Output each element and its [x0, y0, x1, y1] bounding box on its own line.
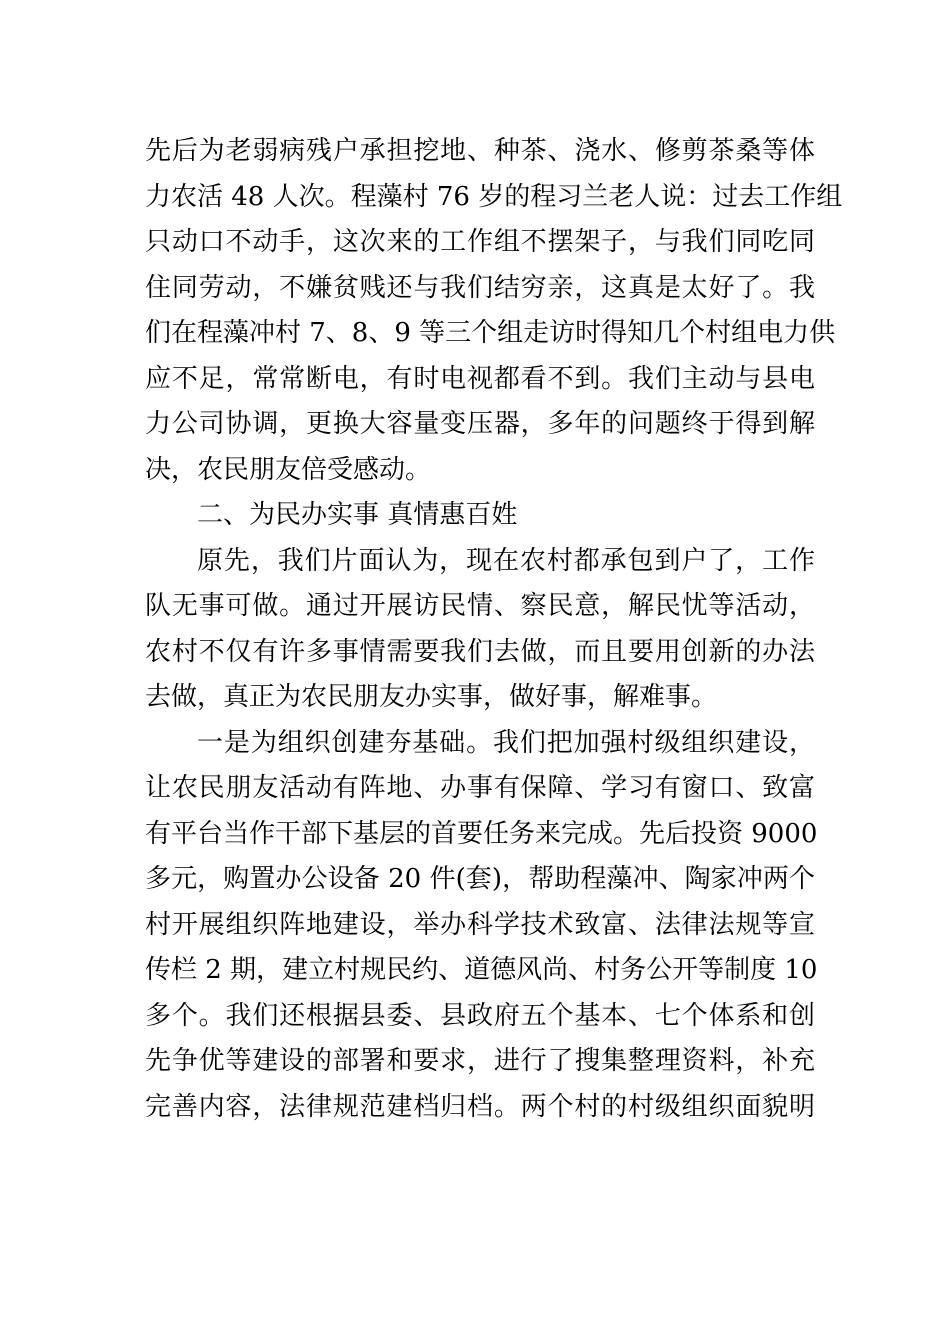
paragraph-line: 完善内容，法律规范建档归档。两个村的村级组织面貌明	[145, 1092, 815, 1122]
paragraph-line: 有平台当作干部下基层的首要任务来完成。先后投资 9000	[145, 819, 818, 849]
paragraph-line: 先后为老弱病残户承担挖地、种茶、浇水、修剪茶桑等体	[145, 136, 815, 166]
paragraph-line: 先争优等建设的部署和要求，进行了搜集整理资料，补充	[145, 1046, 815, 1076]
paragraph-line: 力农活 48 人次。程藻村 76 岁的程习兰老人说：过去工作组	[145, 182, 843, 212]
paragraph-line: 多个。我们还根据县委、县政府五个基本、七个体系和创	[145, 1001, 815, 1031]
paragraph-line: 原先，我们片面认为，现在农村都承包到户了，工作	[197, 546, 815, 576]
paragraph-line: 村开展组织阵地建设，举办科学技术致富、法律法规等宣	[145, 910, 815, 940]
paragraph-line: 只动口不动手，这次来的工作组不摆架子，与我们同吃同	[145, 227, 815, 257]
paragraph-line: 农村不仅有许多事情需要我们去做，而且要用创新的办法	[145, 637, 815, 667]
paragraph-line: 一是为组织创建夯基础。我们把加强村级组织建设，	[197, 728, 815, 758]
paragraph-line: 们在程藻冲村 7、8、9 等三个组走访时得知几个村组电力供	[145, 318, 836, 348]
paragraph-line: 去做，真正为农民朋友办实事，做好事，解难事。	[145, 682, 718, 712]
paragraph-line: 多元，购置办公设备 20 件(套)，帮助程藻冲、陶家冲两个	[145, 864, 815, 894]
paragraph-line: 住同劳动，不嫌贫贱还与我们结穷亲，这真是太好了。我	[145, 273, 815, 303]
paragraph-line: 力公司协调，更换大容量变压器，多年的问题终于得到解	[145, 409, 815, 439]
paragraph-line: 应不足，常常断电，有时电视都看不到。我们主动与县电	[145, 364, 815, 394]
paragraph-line: 决，农民朋友倍受感动。	[145, 455, 432, 485]
paragraph-line: 队无事可做。通过开展访民情、察民意，解民忧等活动，	[145, 591, 815, 621]
section-heading: 二、为民办实事 真情惠百姓	[197, 500, 518, 530]
paragraph-line: 传栏 2 期，建立村规民约、道德风尚、村务公开等制度 10	[145, 955, 818, 985]
paragraph-line: 让农民朋友活动有阵地、办事有保障、学习有窗口、致富	[145, 773, 815, 803]
